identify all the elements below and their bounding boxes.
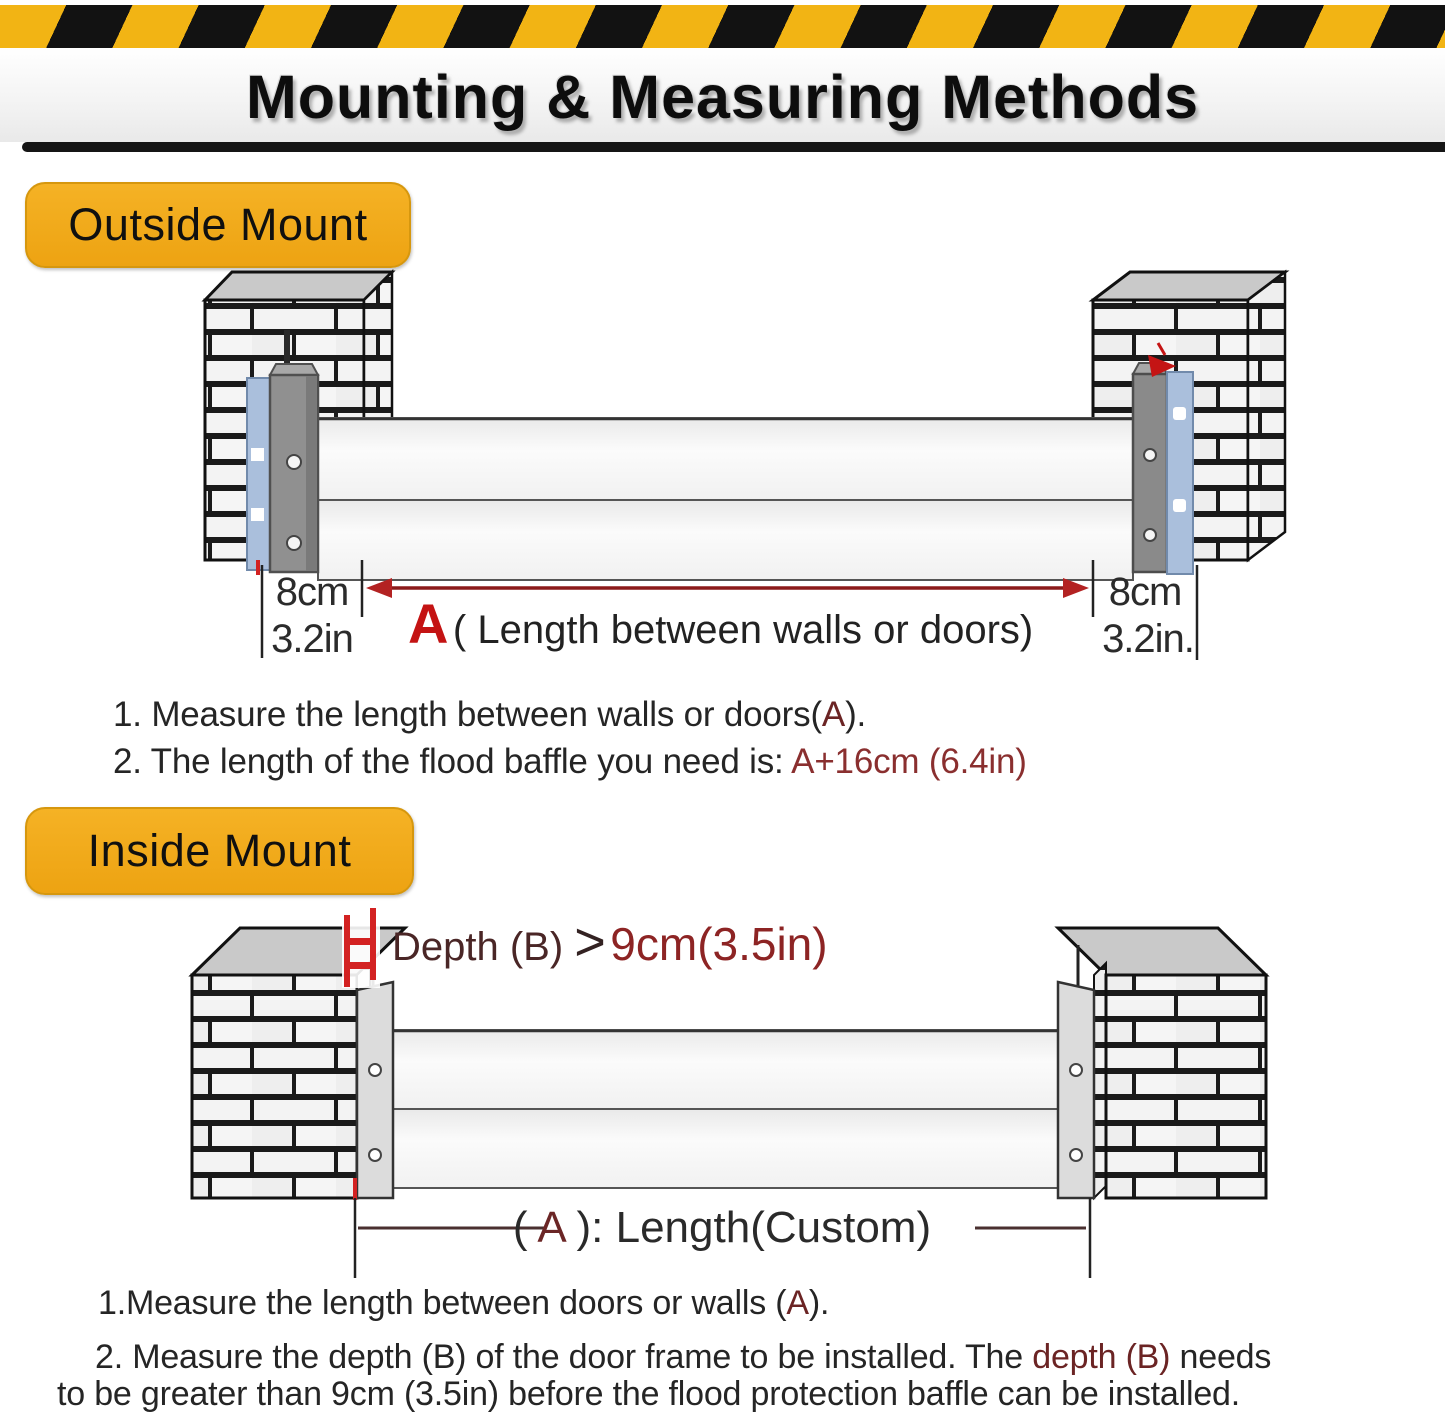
- outside-step1-end: ).: [845, 695, 867, 734]
- inside-step1-text: 1.Measure the length between doors or walls (: [98, 1284, 787, 1322]
- inside-step1-a: A: [786, 1284, 809, 1322]
- outside-step2-text: 2. The length of the flood baffle you need is:: [113, 742, 792, 781]
- right-channel-bracket: [1058, 982, 1094, 1198]
- hazard-stripe-banner: [0, 5, 1445, 48]
- length-a-label: [408, 592, 1033, 655]
- length-open: (: [512, 1203, 528, 1252]
- dim-right-in: 3.2in.: [1102, 617, 1194, 661]
- red-corner-tick: [353, 1178, 357, 1200]
- left-mounting-bracket: [270, 364, 318, 572]
- outside-step-1: [113, 695, 866, 735]
- length-a-letter: A: [537, 1203, 565, 1252]
- outside-step1-text: 1. Measure the length between walls or doors(: [113, 695, 822, 734]
- greater-than-sign: >: [574, 912, 606, 972]
- title-divider: [22, 142, 1445, 152]
- flood-barrier-panels: [318, 418, 1133, 580]
- outside-step-2: [113, 742, 1027, 782]
- left-seal-strip: [247, 378, 270, 570]
- dim-right-cm: 8cm: [1108, 570, 1182, 614]
- dim-left-cm: 8cm: [275, 570, 349, 614]
- inside-step-2-line2: [57, 1375, 1240, 1414]
- inside-step1-end: ).: [808, 1284, 830, 1322]
- outside-step2-formula: A+16cm (6.4in): [791, 742, 1027, 781]
- title-banner: [0, 48, 1445, 142]
- flood-barrier-panels: [393, 1030, 1058, 1188]
- inside-step-1: [98, 1284, 829, 1323]
- inside-step2-needs: needs: [1170, 1338, 1272, 1376]
- length-a-text: ( Length between walls or doors): [452, 608, 1034, 652]
- right-seal-strip: [1167, 372, 1193, 574]
- page-title: Mounting & Measuring Methods: [245, 63, 1200, 131]
- inside-step2-depth: depth (B): [1032, 1338, 1171, 1376]
- depth-value: 9cm(3.5in): [610, 918, 828, 970]
- right-mounting-bracket: [1133, 363, 1167, 572]
- outside-step1-a: A: [821, 695, 846, 734]
- dim-left-in: 3.2in: [271, 617, 353, 661]
- inside-step2-line2-text: to be greater than 9cm (3.5in) before the flood protection baffle can be installed.: [57, 1375, 1240, 1413]
- inside-mount-badge: Inside Mount: [25, 807, 414, 895]
- length-rest: ): Length(Custom): [576, 1203, 932, 1252]
- depth-label-text: Depth (B): [392, 925, 575, 969]
- red-depth-gauge: [342, 908, 380, 988]
- inside-step-2-line1: [95, 1338, 1271, 1377]
- length-a-letter: A: [408, 592, 449, 655]
- left-channel-bracket: [357, 982, 393, 1198]
- length-custom-label: [513, 1203, 931, 1252]
- inside-mount-diagram: [0, 890, 1445, 1290]
- inside-step2-text: 2. Measure the depth (B) of the door frame to be installed. The: [95, 1338, 1033, 1376]
- outside-mount-diagram: [0, 255, 1445, 675]
- outside-mount-badge: Outside Mount: [25, 182, 411, 268]
- depth-label: [392, 912, 828, 972]
- red-corner-tick-left: [256, 560, 260, 575]
